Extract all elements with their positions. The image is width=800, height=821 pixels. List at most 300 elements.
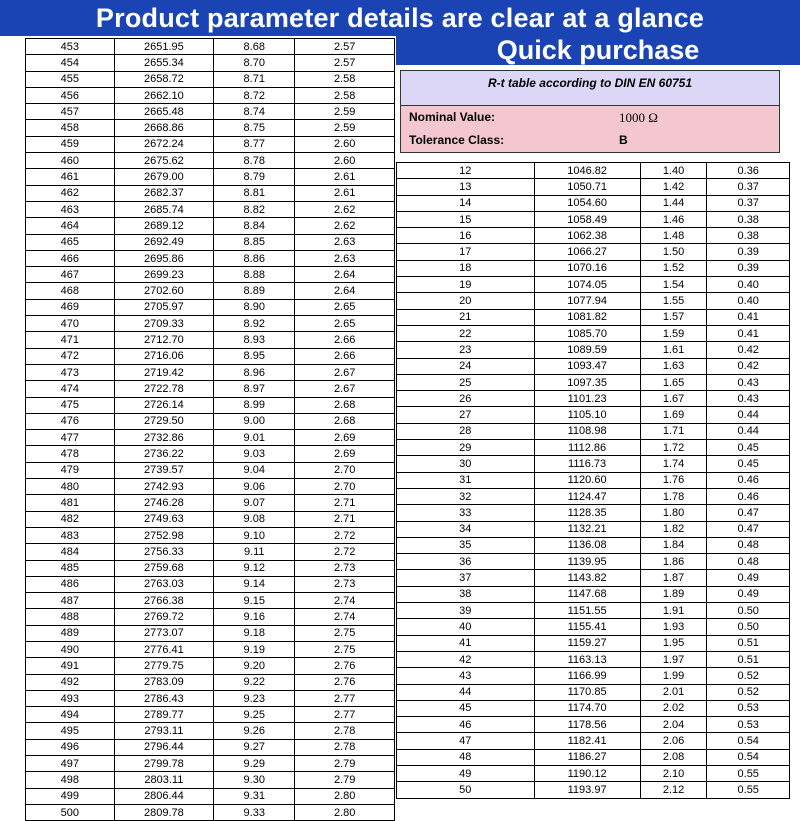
table-cell: 491: [26, 658, 115, 674]
table-cell: 1046.82: [534, 163, 640, 179]
table-cell: 12: [397, 163, 535, 179]
table-cell: 1.76: [640, 472, 707, 488]
table-cell: 9.31: [214, 788, 295, 804]
table-row: [26, 593, 395, 609]
table-cell: 2742.93: [114, 479, 214, 495]
table-cell: 1.87: [640, 570, 707, 586]
table-cell: 2.71: [295, 511, 395, 527]
table-cell: 2692.49: [114, 234, 214, 250]
table-cell: 2799.78: [114, 756, 214, 772]
table-cell: 9.14: [214, 576, 295, 592]
table-cell: 2.72: [295, 544, 395, 560]
table-cell: 17: [397, 244, 535, 260]
table-cell: 2.58: [295, 87, 395, 103]
table-cell: 490: [26, 641, 115, 657]
table-cell: 469: [26, 299, 115, 315]
table-row: [26, 87, 395, 103]
table-cell: 9.10: [214, 527, 295, 543]
table-row: [26, 332, 395, 348]
table-cell: 2736.22: [114, 446, 214, 462]
table-cell: 2719.42: [114, 364, 214, 380]
table-cell: 0.44: [707, 407, 790, 423]
table-cell: 1116.73: [534, 456, 640, 472]
table-cell: 483: [26, 527, 115, 543]
table-row: [397, 358, 790, 374]
table-cell: 1.93: [640, 619, 707, 635]
table-row: [397, 505, 790, 521]
table-cell: 1190.12: [534, 765, 640, 781]
table-row: [26, 756, 395, 772]
table-cell: 499: [26, 788, 115, 804]
table-cell: 0.47: [707, 521, 790, 537]
table-cell: 473: [26, 364, 115, 380]
table-row: [26, 413, 395, 429]
table-cell: 1120.60: [534, 472, 640, 488]
table-cell: 1.55: [640, 293, 707, 309]
table-cell: 1070.16: [534, 260, 640, 276]
table-cell: 2783.09: [114, 674, 214, 690]
table-cell: 476: [26, 413, 115, 429]
table-cell: 45: [397, 700, 535, 716]
table-row: [26, 201, 395, 217]
table-cell: 459: [26, 136, 115, 152]
table-row: [26, 527, 395, 543]
table-cell: 0.49: [707, 570, 790, 586]
table-cell: 1.78: [640, 488, 707, 504]
table-row: [397, 488, 790, 504]
table-cell: 1139.95: [534, 554, 640, 570]
table-cell: 9.01: [214, 430, 295, 446]
table-row: [26, 658, 395, 674]
table-row: [397, 456, 790, 472]
table-cell: 1093.47: [534, 358, 640, 374]
table-row: [397, 700, 790, 716]
table-cell: 46: [397, 717, 535, 733]
table-cell: 40: [397, 619, 535, 635]
table-cell: 2.64: [295, 267, 395, 283]
table-cell: 1058.49: [534, 211, 640, 227]
table-cell: 2.76: [295, 658, 395, 674]
table-row: [26, 71, 395, 87]
table-cell: 2752.98: [114, 527, 214, 543]
table-cell: 458: [26, 120, 115, 136]
table-cell: 9.27: [214, 739, 295, 755]
table-row: [26, 788, 395, 804]
table-cell: 463: [26, 201, 115, 217]
table-row: [397, 440, 790, 456]
table-cell: 2.67: [295, 364, 395, 380]
table-cell: 0.50: [707, 619, 790, 635]
table-cell: 2793.11: [114, 723, 214, 739]
table-cell: 1062.38: [534, 228, 640, 244]
table-cell: 9.04: [214, 462, 295, 478]
table-cell: 8.97: [214, 381, 295, 397]
table-cell: 2668.86: [114, 120, 214, 136]
table-cell: 8.99: [214, 397, 295, 413]
table-cell: 34: [397, 521, 535, 537]
table-row: [26, 397, 395, 413]
table-row: [397, 651, 790, 667]
table-cell: 20: [397, 293, 535, 309]
table-cell: 2.80: [295, 788, 395, 804]
tolerance-class-row: [401, 129, 779, 152]
header-subtitle: Quick purchase: [396, 36, 800, 65]
table-row: [397, 733, 790, 749]
table-cell: 2.77: [295, 690, 395, 706]
table-cell: 2.59: [295, 120, 395, 136]
rt-table-right: [396, 162, 790, 799]
table-cell: 1066.27: [534, 244, 640, 260]
table-cell: 492: [26, 674, 115, 690]
table-cell: 1182.41: [534, 733, 640, 749]
table-cell: 468: [26, 283, 115, 299]
table-cell: 43: [397, 668, 535, 684]
table-row: [397, 521, 790, 537]
table-row: [397, 717, 790, 733]
table-cell: 1108.98: [534, 423, 640, 439]
table-row: [26, 641, 395, 657]
table-row: [397, 782, 790, 798]
table-cell: 9.33: [214, 804, 295, 820]
table-cell: 0.53: [707, 700, 790, 716]
table-row: [26, 430, 395, 446]
table-cell: 2.68: [295, 413, 395, 429]
table-cell: 2763.03: [114, 576, 214, 592]
table-cell: 41: [397, 635, 535, 651]
table-cell: 18: [397, 260, 535, 276]
table-row: [26, 690, 395, 706]
table-cell: 2.69: [295, 446, 395, 462]
table-cell: 495: [26, 723, 115, 739]
table-cell: 2.57: [295, 39, 395, 55]
table-cell: 1.67: [640, 391, 707, 407]
table-cell: 1.80: [640, 505, 707, 521]
table-cell: 37: [397, 570, 535, 586]
table-cell: 2746.28: [114, 495, 214, 511]
table-cell: 2796.44: [114, 739, 214, 755]
table-cell: 2.02: [640, 700, 707, 716]
table-cell: 1050.71: [534, 179, 640, 195]
table-cell: 1.82: [640, 521, 707, 537]
table-row: [26, 348, 395, 364]
table-cell: 2.78: [295, 723, 395, 739]
table-row: [397, 537, 790, 553]
table-cell: 9.26: [214, 723, 295, 739]
table-cell: 1124.47: [534, 488, 640, 504]
table-cell: 0.55: [707, 782, 790, 798]
table-row: [26, 185, 395, 201]
table-cell: 8.79: [214, 169, 295, 185]
table-cell: 42: [397, 651, 535, 667]
table-cell: 2716.06: [114, 348, 214, 364]
table-row: [26, 120, 395, 136]
table-cell: 2786.43: [114, 690, 214, 706]
table-row: [26, 479, 395, 495]
table-cell: 0.50: [707, 603, 790, 619]
table-cell: 2.70: [295, 462, 395, 478]
table-cell: 1.97: [640, 651, 707, 667]
info-box: [400, 70, 780, 153]
table-cell: 2.65: [295, 316, 395, 332]
table-cell: 8.96: [214, 364, 295, 380]
table-cell: 2.58: [295, 71, 395, 87]
table-cell: 2.78: [295, 739, 395, 755]
table-cell: 2.75: [295, 625, 395, 641]
table-cell: 9.23: [214, 690, 295, 706]
table-row: [26, 772, 395, 788]
table-cell: 2702.60: [114, 283, 214, 299]
table-row: [26, 104, 395, 120]
table-row: [26, 234, 395, 250]
table-cell: 2.06: [640, 733, 707, 749]
table-cell: 8.90: [214, 299, 295, 315]
table-cell: 2773.07: [114, 625, 214, 641]
table-row: [397, 309, 790, 325]
table-cell: 467: [26, 267, 115, 283]
table-cell: 1132.21: [534, 521, 640, 537]
info-box-title: R-t table according to DIN EN 60751: [401, 71, 779, 106]
table-cell: 2.67: [295, 381, 395, 397]
table-cell: 461: [26, 169, 115, 185]
table-cell: 2.63: [295, 234, 395, 250]
table-cell: 1089.59: [534, 342, 640, 358]
table-row: [26, 625, 395, 641]
table-cell: 466: [26, 250, 115, 266]
table-row: [26, 55, 395, 71]
table-cell: 1136.08: [534, 537, 640, 553]
table-cell: 1143.82: [534, 570, 640, 586]
table-cell: 39: [397, 603, 535, 619]
table-cell: 1112.86: [534, 440, 640, 456]
table-cell: 1.95: [640, 635, 707, 651]
table-cell: 2.57: [295, 55, 395, 71]
table-cell: 33: [397, 505, 535, 521]
table-cell: 0.40: [707, 293, 790, 309]
table-cell: 2.66: [295, 348, 395, 364]
table-cell: 2.72: [295, 527, 395, 543]
table-cell: 8.68: [214, 39, 295, 55]
table-row: [26, 544, 395, 560]
table-row: [397, 668, 790, 684]
table-cell: 8.95: [214, 348, 295, 364]
table-cell: 1.61: [640, 342, 707, 358]
table-cell: 487: [26, 593, 115, 609]
table-cell: 2.66: [295, 332, 395, 348]
table-cell: 480: [26, 479, 115, 495]
table-cell: 13: [397, 179, 535, 195]
table-cell: 494: [26, 707, 115, 723]
table-cell: 1085.70: [534, 325, 640, 341]
table-row: [397, 163, 790, 179]
table-cell: 16: [397, 228, 535, 244]
table-cell: 8.77: [214, 136, 295, 152]
table-cell: 2.76: [295, 674, 395, 690]
table-cell: 1151.55: [534, 603, 640, 619]
table-cell: 21: [397, 309, 535, 325]
table-cell: 457: [26, 104, 115, 120]
table-row: [26, 364, 395, 380]
table-row: [26, 283, 395, 299]
table-row: [26, 446, 395, 462]
table-cell: 2709.33: [114, 316, 214, 332]
table-cell: 2.61: [295, 169, 395, 185]
table-cell: 9.16: [214, 609, 295, 625]
table-cell: 2.08: [640, 749, 707, 765]
table-cell: 2.61: [295, 185, 395, 201]
table-cell: 0.51: [707, 635, 790, 651]
table-cell: 1.74: [640, 456, 707, 472]
table-cell: 0.51: [707, 651, 790, 667]
table-cell: 2749.63: [114, 511, 214, 527]
table-cell: 8.71: [214, 71, 295, 87]
table-cell: 0.52: [707, 668, 790, 684]
table-cell: 9.19: [214, 641, 295, 657]
table-cell: 9.07: [214, 495, 295, 511]
table-cell: 1.59: [640, 325, 707, 341]
table-cell: 456: [26, 87, 115, 103]
table-cell: 1.63: [640, 358, 707, 374]
table-cell: 485: [26, 560, 115, 576]
table-cell: 455: [26, 71, 115, 87]
nominal-value: 1000 Ω: [619, 110, 658, 125]
table-row: [26, 576, 395, 592]
table-cell: 479: [26, 462, 115, 478]
table-row: [26, 218, 395, 234]
table-cell: 1159.27: [534, 635, 640, 651]
table-row: [26, 609, 395, 625]
table-cell: 15: [397, 211, 535, 227]
table-cell: 1.57: [640, 309, 707, 325]
table-cell: 478: [26, 446, 115, 462]
table-cell: 2.65: [295, 299, 395, 315]
table-cell: 1.52: [640, 260, 707, 276]
table-cell: 8.89: [214, 283, 295, 299]
table-cell: 2.04: [640, 717, 707, 733]
table-cell: 38: [397, 586, 535, 602]
table-cell: 2679.00: [114, 169, 214, 185]
table-cell: 2675.62: [114, 153, 214, 169]
table-row: [397, 293, 790, 309]
table-row: [26, 267, 395, 283]
table-cell: 1.40: [640, 163, 707, 179]
table-cell: 1155.41: [534, 619, 640, 635]
table-cell: 2.12: [640, 782, 707, 798]
table-cell: 2.68: [295, 397, 395, 413]
table-cell: 14: [397, 195, 535, 211]
table-cell: 497: [26, 756, 115, 772]
table-cell: 22: [397, 325, 535, 341]
table-cell: 26: [397, 391, 535, 407]
table-cell: 460: [26, 153, 115, 169]
table-row: [26, 153, 395, 169]
table-cell: 1.72: [640, 440, 707, 456]
table-cell: 28: [397, 423, 535, 439]
table-cell: 2.74: [295, 593, 395, 609]
table-cell: 1.48: [640, 228, 707, 244]
table-cell: 0.39: [707, 244, 790, 260]
table-cell: 1.89: [640, 586, 707, 602]
table-cell: 2789.77: [114, 707, 214, 723]
table-cell: 1166.99: [534, 668, 640, 684]
table-cell: 1077.94: [534, 293, 640, 309]
table-cell: 9.18: [214, 625, 295, 641]
table-cell: 0.45: [707, 440, 790, 456]
table-row: [397, 277, 790, 293]
table-cell: 0.43: [707, 391, 790, 407]
table-cell: 2809.78: [114, 804, 214, 820]
table-row: [26, 169, 395, 185]
table-cell: 0.46: [707, 488, 790, 504]
table-row: [397, 260, 790, 276]
table-cell: 8.70: [214, 55, 295, 71]
table-cell: 9.30: [214, 772, 295, 788]
table-cell: 0.52: [707, 684, 790, 700]
table-cell: 2.75: [295, 641, 395, 657]
table-cell: 2662.10: [114, 87, 214, 103]
table-cell: 8.81: [214, 185, 295, 201]
table-row: [397, 570, 790, 586]
table-cell: 2732.86: [114, 430, 214, 446]
table-cell: 0.38: [707, 228, 790, 244]
table-cell: 0.46: [707, 472, 790, 488]
table-cell: 0.55: [707, 765, 790, 781]
table-cell: 0.43: [707, 374, 790, 390]
table-row: [397, 325, 790, 341]
table-cell: 484: [26, 544, 115, 560]
table-cell: 9.08: [214, 511, 295, 527]
table-cell: 8.74: [214, 104, 295, 120]
table-cell: 8.92: [214, 316, 295, 332]
table-cell: 1054.60: [534, 195, 640, 211]
table-cell: 2.62: [295, 218, 395, 234]
table-cell: 2.63: [295, 250, 395, 266]
table-cell: 9.22: [214, 674, 295, 690]
table-cell: 496: [26, 739, 115, 755]
table-cell: 2695.86: [114, 250, 214, 266]
table-cell: 1.50: [640, 244, 707, 260]
table-cell: 9.03: [214, 446, 295, 462]
table-cell: 48: [397, 749, 535, 765]
table-cell: 8.86: [214, 250, 295, 266]
table-cell: 31: [397, 472, 535, 488]
table-row: [397, 228, 790, 244]
table-cell: 1097.35: [534, 374, 640, 390]
table-row: [26, 381, 395, 397]
table-cell: 2729.50: [114, 413, 214, 429]
table-cell: 8.84: [214, 218, 295, 234]
table-cell: 0.37: [707, 179, 790, 195]
table-cell: 2769.72: [114, 609, 214, 625]
table-cell: 2699.23: [114, 267, 214, 283]
table-cell: 489: [26, 625, 115, 641]
table-cell: 2685.74: [114, 201, 214, 217]
table-cell: 486: [26, 576, 115, 592]
table-cell: 1163.13: [534, 651, 640, 667]
table-cell: 1170.85: [534, 684, 640, 700]
table-cell: 470: [26, 316, 115, 332]
tolerance-class-label: Tolerance Class:: [409, 133, 505, 147]
table-cell: 1.71: [640, 423, 707, 439]
table-cell: 0.48: [707, 537, 790, 553]
table-cell: 0.44: [707, 423, 790, 439]
nominal-value-row: [401, 106, 779, 129]
table-cell: 0.54: [707, 749, 790, 765]
table-cell: 2665.48: [114, 104, 214, 120]
table-cell: 2.59: [295, 104, 395, 120]
table-cell: 0.38: [707, 211, 790, 227]
table-cell: 0.42: [707, 358, 790, 374]
table-cell: 1.84: [640, 537, 707, 553]
